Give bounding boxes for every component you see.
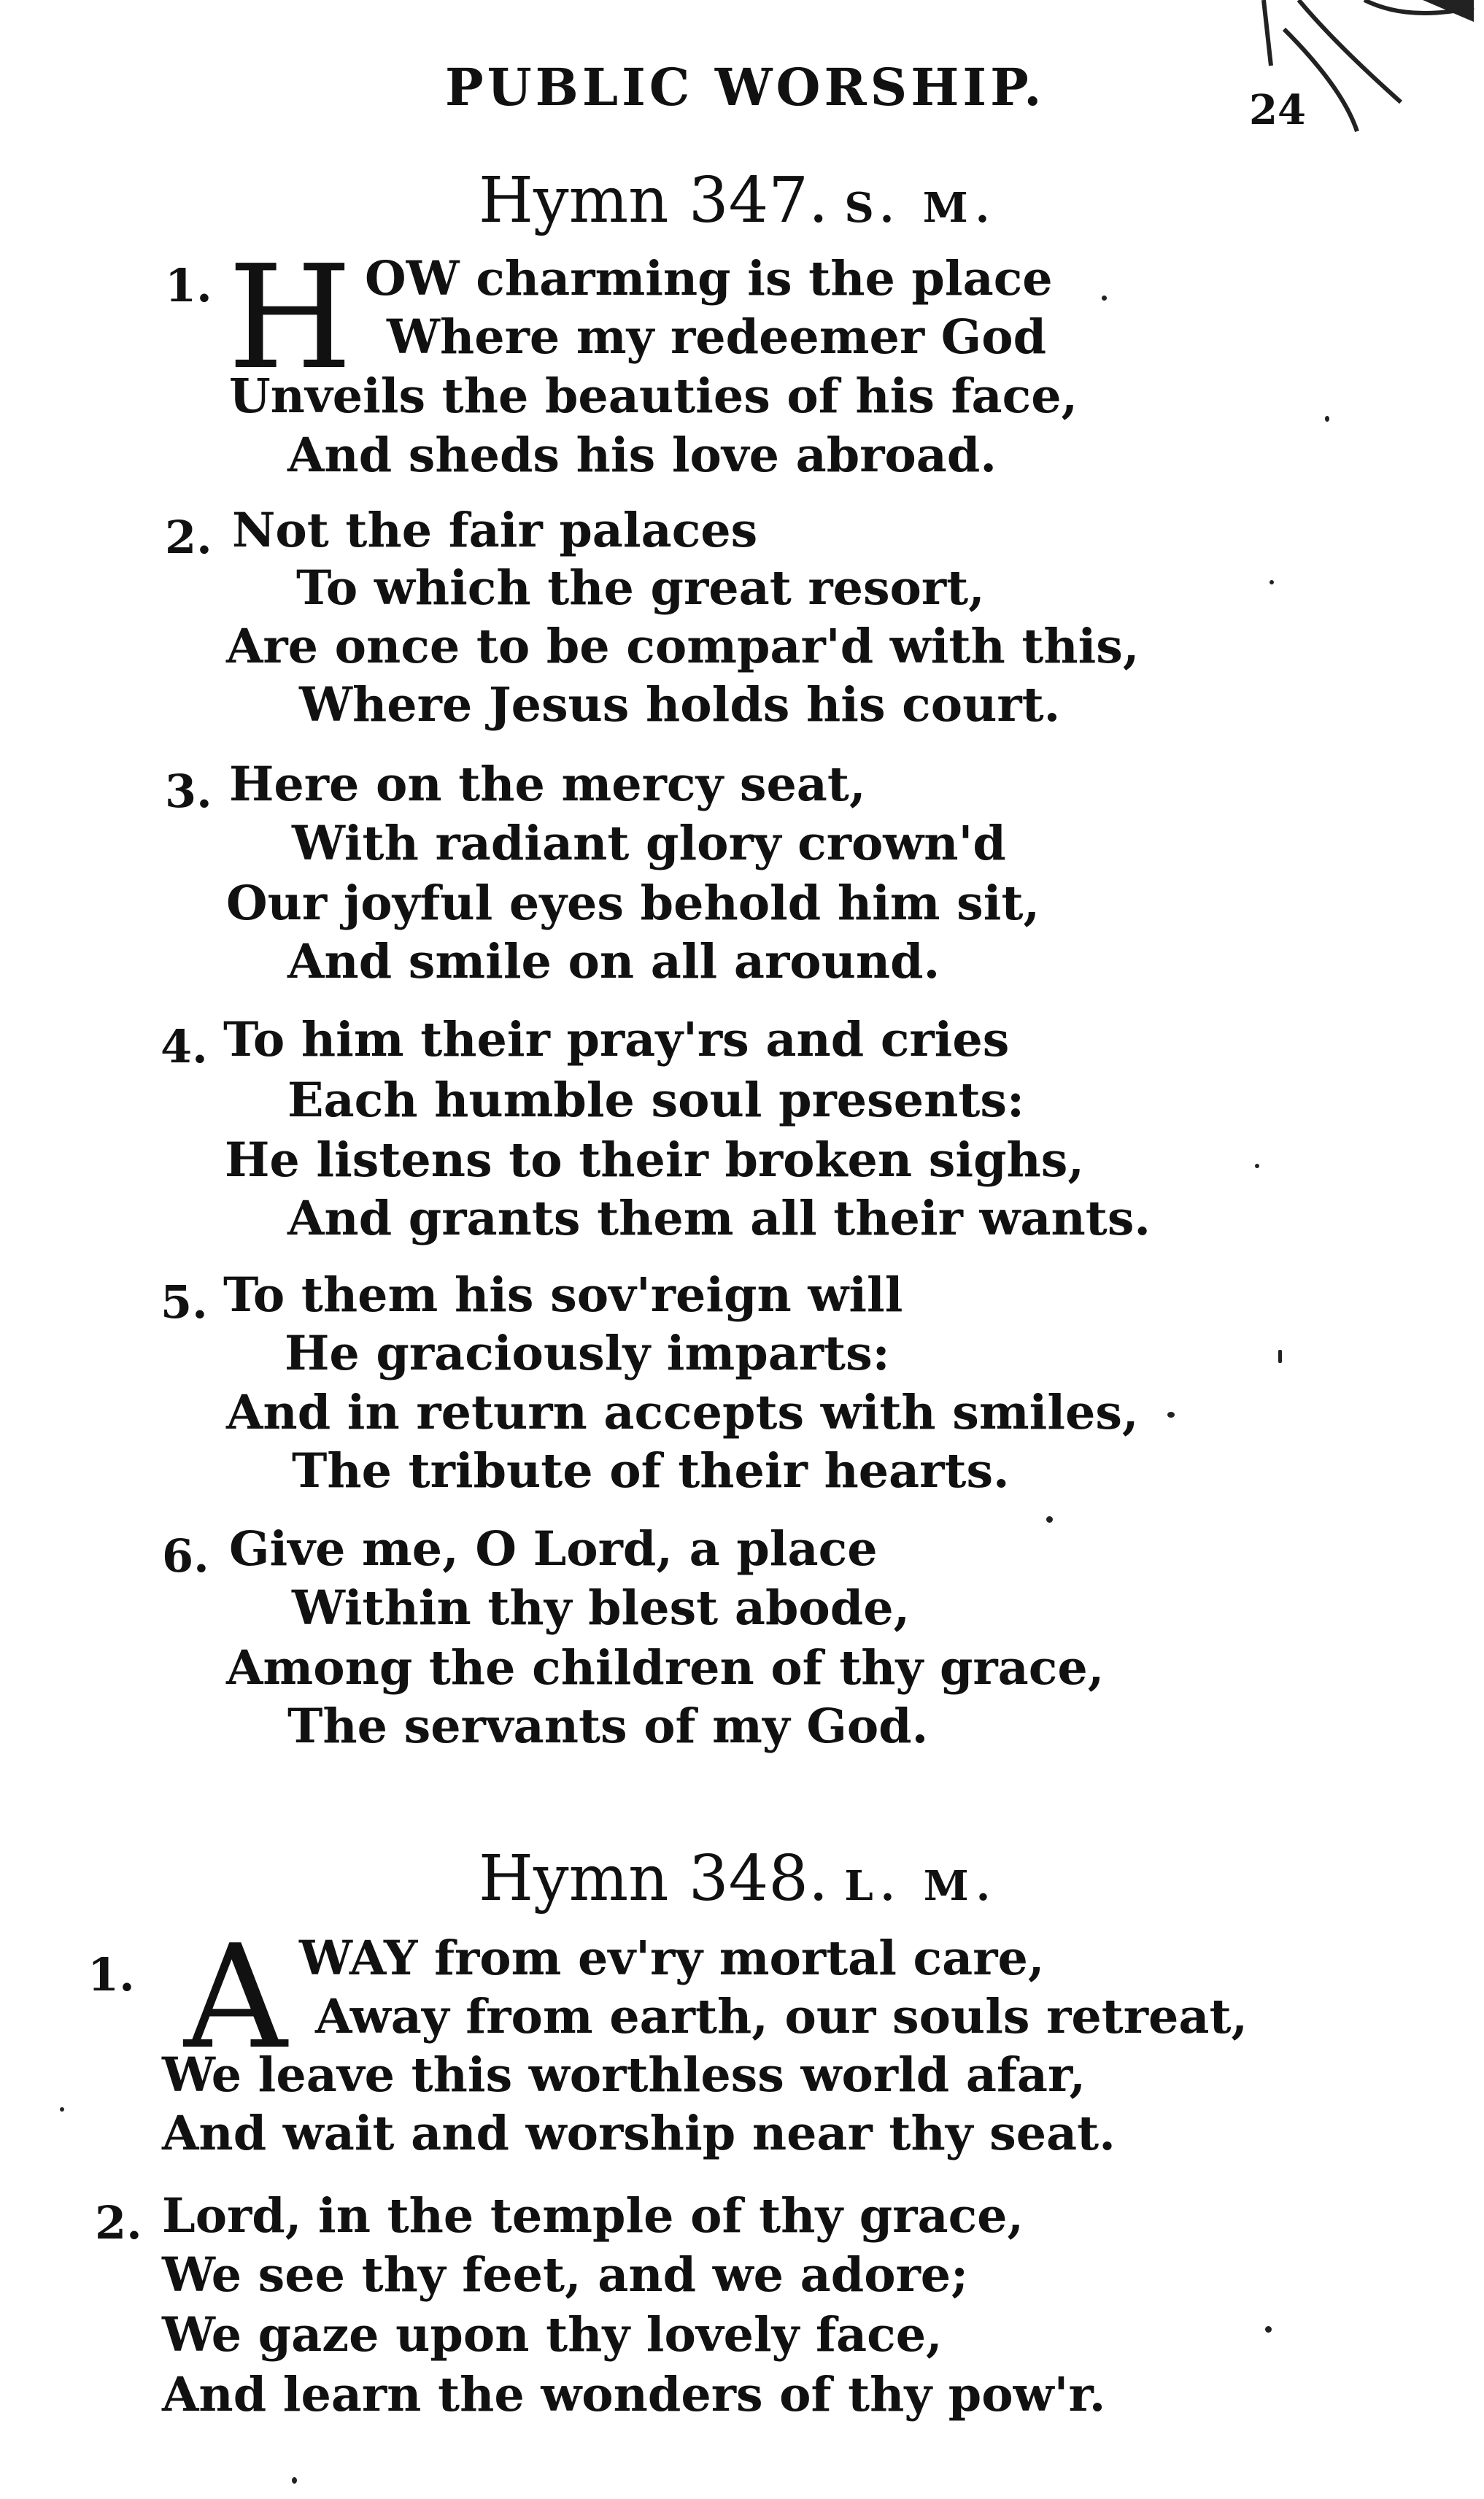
verse-line: Each humble soul presents:	[287, 1073, 1024, 1128]
verse-line: And in return accepts with smiles,	[226, 1385, 1139, 1440]
verse-line: The servants of my God.	[287, 1699, 929, 1754]
running-head: PUBLIC WORSHIP.	[445, 57, 1046, 117]
verse-line: And learn the wonders of thy pow'r.	[162, 2367, 1106, 2422]
ink-speck	[1269, 580, 1274, 584]
ink-speck	[1167, 1412, 1175, 1418]
ink-speck	[292, 2477, 297, 2484]
ink-speck	[1278, 1350, 1282, 1363]
verse-line: Unveils the beauties of his face,	[229, 368, 1078, 424]
verse-line: WAY from ev'ry mortal care,	[299, 1931, 1045, 1986]
verse-line: We leave this worthless world afar,	[162, 2047, 1086, 2103]
verse-line: He graciously imparts:	[285, 1326, 890, 1381]
hymn-347-title	[479, 164, 997, 237]
stanza-number: 1.	[165, 259, 212, 312]
verse-line: Lord, in the temple of thy grace,	[162, 2188, 1024, 2244]
verse-line: Where Jesus holds his court.	[299, 677, 1061, 733]
verse-line: We see thy feet, and we adore;	[162, 2247, 969, 2303]
verse-line: He listens to their broken sighs,	[225, 1132, 1084, 1188]
verse-line: Not the fair palaces	[232, 503, 758, 558]
stanza-number: 3.	[165, 765, 212, 818]
page-number: 24	[1249, 86, 1306, 134]
stanza-number: 1.	[88, 1948, 135, 2001]
hymn-348-number: Hymn 348.	[479, 1842, 829, 1915]
verse-line: Our joyful eyes behold him sit,	[226, 876, 1040, 931]
verse-line: Where my redeemer God	[387, 309, 1047, 365]
verse-line: OW charming is the place	[365, 251, 1053, 306]
verse-line: To which the great resort,	[296, 560, 985, 616]
drop-cap: H	[228, 235, 352, 401]
ink-speck	[1265, 2326, 1272, 2333]
stanza-number: 2.	[95, 2196, 142, 2249]
verse-line: With radiant glory crown'd	[292, 816, 1006, 871]
stanza-number: 5.	[161, 1275, 208, 1329]
drop-cap: A	[184, 1915, 287, 2081]
verse-line: Among the children of thy grace,	[226, 1640, 1105, 1696]
verse-line: We gaze upon thy lovely face,	[162, 2307, 943, 2363]
stanza-number: 2.	[165, 511, 212, 564]
verse-line: The tribute of their hearts.	[292, 1443, 1010, 1499]
verse-line: And sheds his love abroad.	[287, 428, 997, 483]
hymn-348-meter: L. M.	[844, 1862, 998, 1910]
ink-speck	[1325, 416, 1329, 422]
ink-speck	[1102, 296, 1107, 301]
verse-line: And grants them all their wants.	[287, 1191, 1151, 1246]
verse-line: And wait and worship near thy seat.	[162, 2106, 1116, 2161]
verse-line: Are once to be compar'd with this,	[226, 619, 1140, 674]
stanza-number: 6.	[162, 1529, 209, 1583]
verse-line: To him their pray'rs and cries	[223, 1012, 1010, 1067]
stanza-number: 4.	[161, 1020, 208, 1073]
ink-speck	[60, 2107, 64, 2112]
hymn-348-title	[479, 1842, 997, 1915]
torn-corner-mark	[1255, 0, 1484, 168]
verse-line: Within thy blest abode,	[292, 1580, 911, 1636]
ink-speck	[1255, 1164, 1259, 1168]
verse-line: And smile on all around.	[287, 934, 940, 989]
verse-line: Away from earth, our souls retreat,	[315, 1989, 1248, 2044]
hymn-347-meter: S. M.	[844, 184, 997, 232]
verse-line: Give me, O Lord, a place	[229, 1521, 878, 1577]
verse-line: Here on the mercy seat,	[229, 757, 866, 812]
hymn-347-number: Hymn 347.	[479, 164, 829, 237]
ink-speck	[1046, 1516, 1053, 1523]
verse-line: To them his sov'reign will	[223, 1267, 903, 1323]
